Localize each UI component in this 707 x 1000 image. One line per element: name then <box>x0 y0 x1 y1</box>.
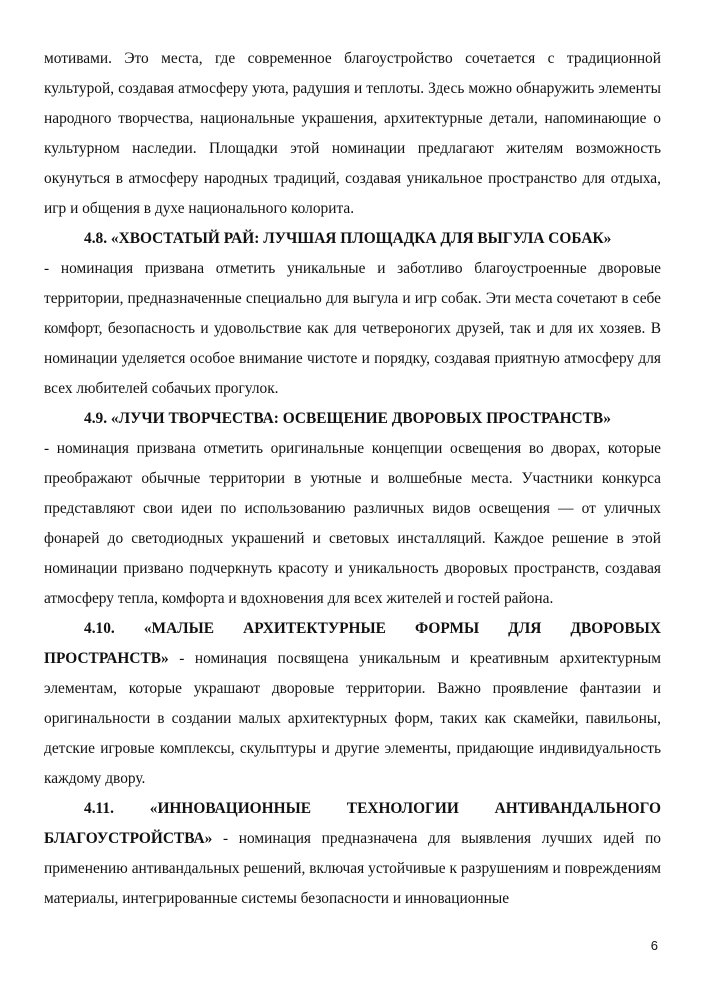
section-4-9-body: - номинация призвана отметить оригинальные концепции освещения во дворах, которые преображают обычные территории в уютные и волшебные места. Участники конкурса представляют свои идеи по использованию различных видов освещения — от уличных фонарей до светодиодных украшений и световых инсталляций. Каждое решение в этой номинации призвано подчеркнуть красоту и уникальность дворовых пространств, создавая атмосферу тепла, комфорта и вдохновения для всех жителей и гостей района. <box>44 440 661 607</box>
intro-paragraph: мотивами. Это места, где современное благоустройство сочетается с традиционной культурой, создавая атмосферу уюта, радушия и теплоты. Здесь можно обнаружить элементы народного творчества, национальные украшения, архитектурные детали, напоминающие о культурном наследии. Площадки этой номинации предлагают жителям возможность окунуться в атмосферу народных традиций, создавая уникальное пространство для отдыха, игр и общения в духе национального колорита. <box>44 50 661 217</box>
section-4-10-body-paragraph <box>44 644 661 794</box>
section-4-9-heading: 4.9. «ЛУЧИ ТВОРЧЕСТВА: ОСВЕЩЕНИЕ ДВОРОВЫХ ПРОСТРАНСТВ» <box>84 410 611 427</box>
section-4-10-body: - номинация посвящена уникальным и креативным архитектурным элементам, которые украшают дворовые территории. Важно проявление фантазии и оригинальности в создании малых архитектурных форм, таких как скамейки, павильоны, детские игровые комплексы, скульптуры и другие элементы, придающие индивидуальность каждому двору. <box>44 650 661 787</box>
section-4-10-heading-continued: ПРОСТРАНСТВ» <box>44 650 169 667</box>
section-4-8 <box>44 224 661 404</box>
section-4-11-heading: 4.11. «ИННОВАЦИОННЫЕ ТЕХНОЛОГИИ АНТИВАНДАЛЬНОГО <box>84 800 661 817</box>
section-4-11 <box>44 794 661 914</box>
section-4-8-body: - номинация призвана отметить уникальные и заботливо благоустроенные дворовые территории, предназначенные специально для выгула и игр собак. Эти места сочетают в себе комфорт, безопасность и удовольствие как для четвероногих друзей, так и для их хозяев. В номинации уделяется особое внимание чистоте и порядку, создавая приятную атмосферу для всех любителей собачьих прогулок. <box>44 260 661 397</box>
section-4-11-heading-continued: БЛАГОУСТРОЙСТВА» <box>44 830 213 847</box>
section-4-10 <box>44 614 661 794</box>
section-4-8-heading: 4.8. «ХВОСТАТЫЙ РАЙ: ЛУЧШАЯ ПЛОЩАДКА ДЛЯ ВЫГУЛА СОБАК» <box>84 230 612 247</box>
section-4-10-heading: 4.10. «МАЛЫЕ АРХИТЕКТУРНЫЕ ФОРМЫ ДЛЯ ДВОРОВЫХ <box>84 620 661 637</box>
section-4-11-body: - номинация предназначена для выявления лучших идей по применению антивандальных решений, включая устойчивые к разрушениям и повреждениям материалы, интегрированные системы безопасности и инновационные <box>44 830 661 907</box>
page-number: 6 <box>650 938 658 953</box>
section-4-11-body-paragraph <box>44 824 661 914</box>
section-4-9 <box>44 404 661 614</box>
